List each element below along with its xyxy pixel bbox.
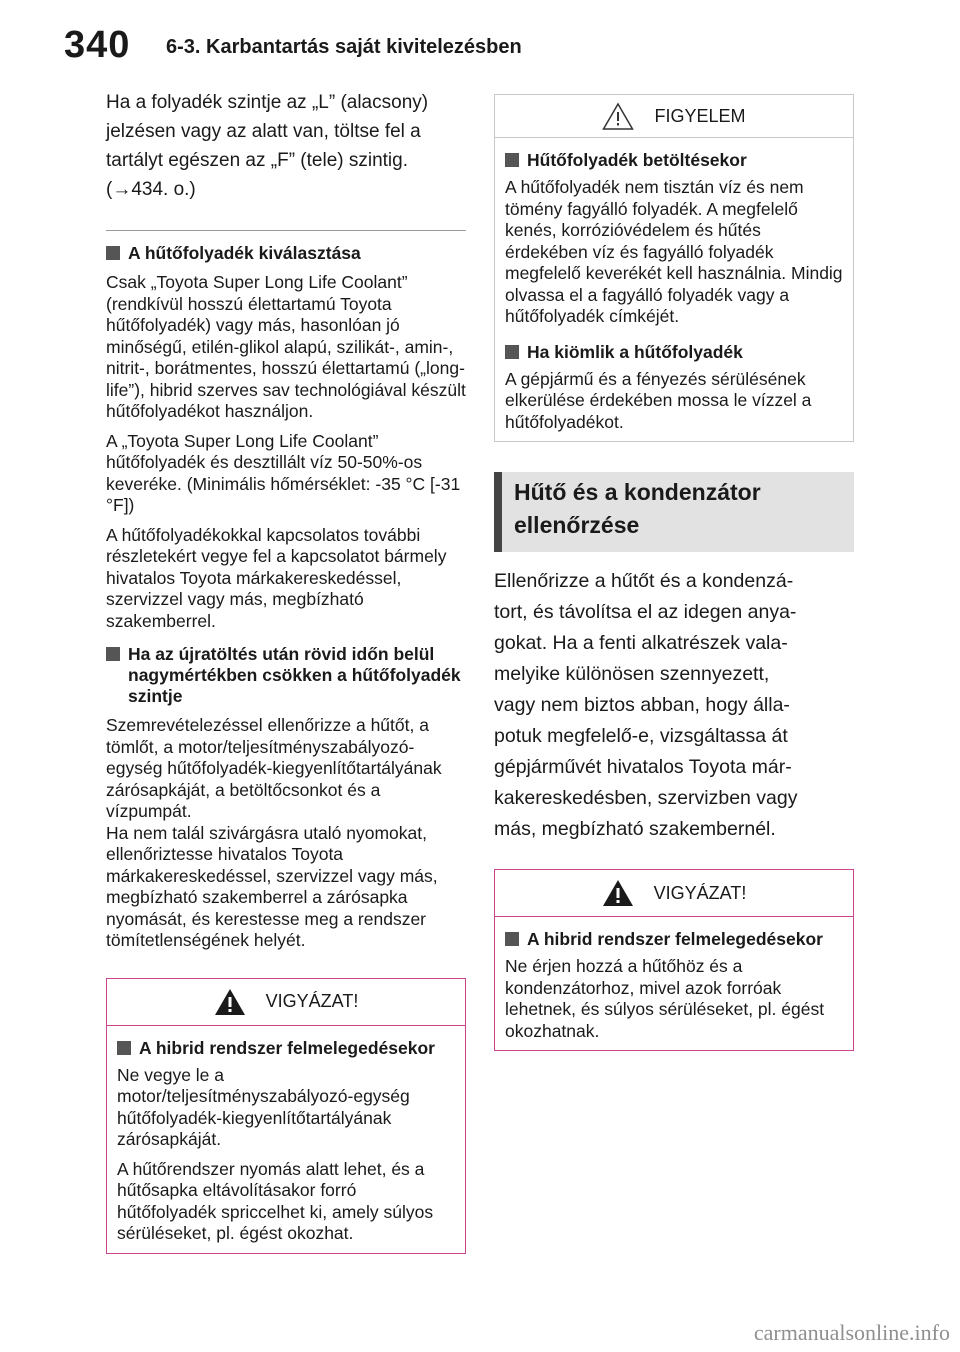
- notice-triangle-icon: [602, 102, 634, 130]
- notice-label: FIGYELEM: [654, 105, 746, 126]
- right-column: [494, 94, 854, 1051]
- body-paragraph: Szemrevételezéssel ellenőrizze a hűtőt, a tömlőt, a motor/teljesítményszabályozó-egység hűtőfolyadék-kiegyenlítőtartályának zárósapkáját, a betöltőcsonkot és a vízpumpát.: [106, 715, 442, 821]
- caution-box: [106, 978, 466, 1254]
- body-paragraph: A „Toyota Super Long Life Coolant” hűtőfolyadék és desztillált víz 50-50%-os keveréke. (Minimális hőmérséklet: -35 °C [-31 °F]): [106, 430, 461, 515]
- caution-paragraph: Ne érjen hozzá a hűtőhöz és a kondenzátorhoz, mivel azok forróak lehetnek, és súlyos sérüléseket, pl. égést okozhatnak.: [505, 956, 825, 1041]
- caution-label: VIGYÁZAT!: [265, 991, 359, 1011]
- section-heading-text: Ha az újratöltés után rövid időn belül nagymértékben csökken a hűtőfolyadék szintje: [128, 644, 461, 706]
- caution-header: [107, 979, 465, 1026]
- caution-paragraph: Ne vegye le a motor/teljesítményszabályozó-egység hűtőfolyadék-kiegyenlítőtartályának zárósapkáját.: [117, 1064, 410, 1149]
- warning-icon: [602, 879, 634, 907]
- square-bullet-icon: [505, 932, 519, 946]
- section-heading-text: A hűtőfolyadék kiválasztása: [128, 243, 361, 263]
- lead-line: melyike különösen szennyezett,: [494, 663, 770, 685]
- lead-text: [494, 566, 854, 845]
- caution-heading: [117, 1038, 455, 1059]
- intro-text: [106, 88, 466, 204]
- lead-line: potuk megfelelő-e, vizsgáltassa át: [494, 725, 788, 747]
- warning-icon: [214, 988, 246, 1016]
- notice-paragraph: A hűtőfolyadék nem tisztán víz és nem tömény fagyálló folyadék. A megfelelő kenés, korrózióvédelem és hűtés érdekében víz és fagyálló folyadék megfelelő keverékét kell használnia. Mindig olvassa el a fagyálló folyadék vagy a hűtőfolyadék címkéjét.: [505, 177, 843, 326]
- section-divider: [106, 230, 466, 231]
- caution-box: [494, 869, 854, 1051]
- caution-paragraph: A hűtőrendszer nyomás alatt lehet, és a hűtősapka eltávolításakor forró hűtőfolyadék spriccelhet ki, amely súlyos sérüléseket, pl. égést okozhat.: [117, 1158, 434, 1243]
- left-column: [106, 88, 466, 1254]
- page-header: [0, 0, 960, 78]
- lead-line: vagy nem biztos abban, hogy álla-: [494, 694, 790, 716]
- chapter-title: 6-3. Karbantartás saját kivitelezésben: [166, 36, 522, 58]
- caution-header: [495, 870, 853, 917]
- body-paragraph: A hűtőfolyadékokkal kapcsolatos további részletekért vegye fel a kapcsolatot bármely hivatalos Toyota márkakereskedéssel, szervizzel vagy más, megbízható szakemberrel.: [106, 524, 447, 631]
- square-bullet-icon: [106, 246, 120, 260]
- caution-body: [495, 917, 853, 1050]
- lead-line: gokat. Ha a fenti alkatrészek vala-: [494, 632, 788, 654]
- notice-header: [495, 95, 853, 138]
- caution-heading-text: A hibrid rendszer felmelegedésekor: [139, 1037, 435, 1058]
- caution-heading-text: A hibrid rendszer felmelegedésekor: [527, 929, 823, 949]
- notice-paragraph: A gépjármű és a fényezés sérülésének elkerülése érdekében mossa le vízzel a hűtőfolyadékot.: [505, 368, 812, 432]
- lead-line: Ellenőrizze a hűtőt és a kondenzá-: [494, 570, 794, 592]
- intro-line: Ha a folyadék szintje az „L” (alacsony): [106, 92, 429, 113]
- page-number: 340: [64, 24, 131, 66]
- section-title: Hűtő és a kondenzátor ellenőrzése: [494, 472, 854, 552]
- notice-heading-text: Hűtőfolyadék betöltésekor: [527, 150, 747, 170]
- lead-line: más, megbízható szakembernél.: [494, 818, 776, 840]
- lead-line: tort, és távolítsa el az idegen anya-: [494, 601, 797, 623]
- section-heading: [106, 243, 466, 264]
- square-bullet-icon: [106, 647, 120, 661]
- intro-line: (→434. o.): [106, 179, 196, 200]
- lead-line: gépjárművét hivatalos Toyota már-: [494, 756, 792, 778]
- intro-line: jelzésen vagy az alatt van, töltse fel a: [106, 121, 421, 142]
- caution-heading: [505, 929, 843, 950]
- square-bullet-icon: [505, 345, 519, 359]
- section-heading: [106, 644, 466, 707]
- notice-body: [495, 138, 853, 441]
- notice-heading: [505, 150, 843, 171]
- notice-heading-text: Ha kiömlik a hűtőfolyadék: [527, 341, 743, 362]
- lead-line: kakereskedésben, szervizben vagy: [494, 787, 798, 809]
- intro-line: tartályt egészen az „F” (tele) szintig.: [106, 150, 408, 171]
- square-bullet-icon: [505, 153, 519, 167]
- body-paragraph: Ha nem talál szivárgásra utaló nyomokat, ellenőriztesse hivatalos Toyota márkakereskedéssel, szervizzel vagy más, megbízható szakemberrel a zárósapka nyomását, és kerestesse meg a rendszer tömítetlenségének helyét.: [106, 822, 438, 950]
- caution-label: VIGYÁZAT!: [653, 882, 747, 903]
- square-bullet-icon: [117, 1041, 131, 1055]
- notice-box: [494, 94, 854, 442]
- body-paragraph: Csak „Toyota Super Long Life Coolant” (rendkívül hosszú élettartamú Toyota hűtőfolyadék) vagy más, hasonlóan jó minőségű, etilén-glikol alapú, szilikát-, amin-, nitrit-, borátmentes, hosszú élettartamú („long-life”), hibrid szerves sav technológiával készült hűtőfolyadékot használjon.: [106, 272, 466, 421]
- watermark: carmanualsonline.info: [753, 1320, 950, 1345]
- notice-heading: [505, 342, 843, 363]
- caution-body: [107, 1026, 465, 1253]
